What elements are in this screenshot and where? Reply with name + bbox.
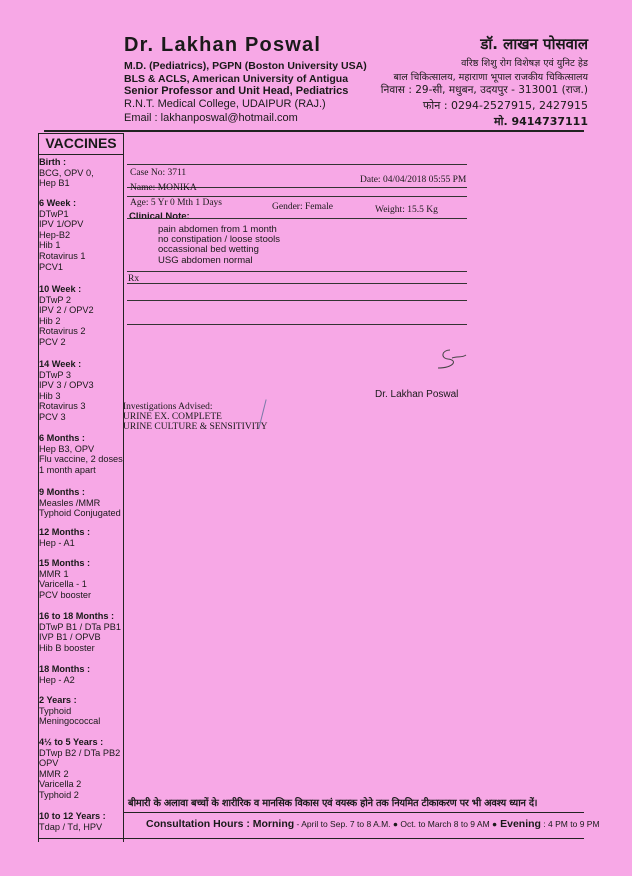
- vaccine-item: DTwP 2: [39, 294, 71, 305]
- case-top-rule: [127, 164, 467, 165]
- investigation-item: URINE CULTURE & SENSITIVITY: [123, 422, 268, 432]
- vaccine-group-6-months: [39, 433, 123, 475]
- vaccine-group-15-months: [39, 558, 91, 600]
- clinical-note-label: Clinical Note:: [129, 211, 190, 222]
- vaccine-item: Hib 1: [39, 240, 61, 251]
- footer-hindi-note: बीमारी के अलावा बच्चों के शारीरिक व मानसिक विकास एवं वयस्क होने तक नियमित टीकाकरण पर भी अवश्य ध्यान दें।: [128, 798, 538, 809]
- rx-rule: [127, 283, 467, 284]
- position: Senior Professor and Unit Head, Pediatrics: [124, 85, 349, 97]
- vaccine-age: 4½ to 5 Years :: [39, 737, 104, 747]
- vaccine-age: 12 Months :: [39, 527, 91, 537]
- clinical-note-line: no constipation / loose stools: [158, 234, 280, 246]
- vaccine-item: Meningococcal: [39, 716, 101, 727]
- vaccine-item: DTwP1: [39, 208, 69, 219]
- visit-date: Date: 04/04/2018 05:55 PM: [360, 175, 467, 185]
- clinical-note-line: pain abdomen from 1 month: [158, 224, 277, 235]
- vaccine-age: 2 Years :: [39, 695, 77, 705]
- certification: BLS & ACLS, American University of Antigua: [124, 73, 349, 85]
- vaccine-item: Measles /MMR: [39, 497, 101, 508]
- vaccine-item: Typhoid Conjugated: [39, 508, 121, 519]
- case-number: Case No: 3711: [130, 168, 187, 178]
- header-divider: [44, 130, 584, 132]
- vaccine-item: Rotavirus 2: [39, 326, 86, 337]
- vaccine-item: OPV: [39, 758, 59, 769]
- vaccine-item: Rotavirus 1: [39, 250, 86, 261]
- rx-section-rule-1: [127, 300, 467, 301]
- hindi-hospital: बाल चिकित्सालय, महाराणा भूपाल राजकीय चिकित्सालय: [393, 72, 588, 83]
- vaccine-group-10-week: [39, 284, 94, 348]
- evening-label: Evening: [500, 818, 541, 830]
- hindi-doctor-name: डॉ. लाखन पोसवाल: [480, 35, 588, 53]
- footer-divider: [124, 812, 584, 813]
- vaccines-title-box: [38, 133, 124, 155]
- hours-label: Consultation Hours :: [146, 818, 250, 830]
- clinical-note-line: occassional bed wetting: [158, 244, 259, 256]
- vaccine-age: 9 Months :: [39, 487, 85, 497]
- clinical-notes: [158, 225, 280, 266]
- vaccine-age: 10 to 12 Years :: [39, 811, 106, 821]
- vaccine-item: Rotavirus 3: [39, 401, 86, 412]
- rx-top-rule: [127, 271, 467, 272]
- patient-gender: Gender: Female: [272, 202, 333, 212]
- vaccine-item: Varicella 2: [39, 779, 82, 790]
- doctor-name: Dr. Lakhan Poswal: [124, 34, 322, 56]
- vaccines-title: VACCINES: [45, 135, 117, 151]
- vaccine-age: 16 to 18 Months :: [39, 611, 115, 621]
- rx-section-rule-2: [127, 324, 467, 325]
- name-rule: [127, 196, 467, 197]
- vaccine-item: IPV 3 / OPV3: [39, 380, 94, 391]
- vaccine-item: MMR 1: [39, 568, 69, 579]
- vaccine-group-2-years: [39, 695, 100, 727]
- hindi-address: निवास : 29-सी, मधुबन, उदयपुर - 313001 (राज.): [380, 84, 588, 96]
- vaccine-item: PCV 2: [39, 336, 66, 347]
- signature-name: Dr. Lakhan Poswal: [375, 389, 459, 400]
- vaccine-group-12-months: [39, 527, 90, 548]
- vaccine-group-14-week: [39, 359, 94, 423]
- signature-mark: [430, 346, 470, 370]
- vaccine-item: MMR 2: [39, 768, 69, 779]
- vaccine-age: 14 Week :: [39, 359, 82, 369]
- vaccine-item: PCV1: [39, 261, 64, 272]
- vaccine-item: Hep B3, OPV: [39, 443, 95, 454]
- vaccine-item: Hib 3: [39, 390, 61, 401]
- investigation-item: URINE EX. COMPLETE: [123, 412, 222, 422]
- vaccine-item: Hep - A2: [39, 674, 75, 685]
- vaccine-item: PCV 3: [39, 411, 66, 422]
- vaccine-group-9-months: [39, 487, 121, 519]
- vaccine-item: IPV 1/OPV: [39, 219, 84, 230]
- vaccine-item: PCV booster: [39, 589, 92, 600]
- morning-hours: - April to Sep. 7 to 8 A.M. ● Oct. to March 8 to 9 AM ●: [294, 819, 498, 829]
- patient-age: Age: 5 Yr 0 Mth 1 Days: [130, 198, 222, 208]
- vaccine-item: Hib 2: [39, 315, 61, 326]
- vaccine-item: Varicella - 1: [39, 579, 87, 590]
- vaccine-group-16-to-18-months: [39, 611, 121, 653]
- rx-label: Rx: [128, 274, 140, 284]
- institution: R.N.T. Medical College, UDAIPUR (RAJ.): [124, 98, 326, 110]
- vaccine-item: Hep-B2: [39, 229, 71, 240]
- vaccine-group-18-months: [39, 664, 90, 685]
- vaccine-group-4-5-to-5-years: [39, 737, 120, 801]
- vaccine-age: Birth :: [39, 157, 67, 167]
- vaccine-item: Flu vaccine, 2 doses: [39, 454, 123, 465]
- vaccine-age: 10 Week :: [39, 284, 82, 294]
- vaccine-item: 1 month apart: [39, 464, 96, 475]
- bottom-border: [38, 838, 584, 839]
- vaccine-group-10-to-12-years: [39, 811, 106, 832]
- investigations: [123, 402, 268, 432]
- vaccine-item: IVP B1 / OPVB: [39, 632, 101, 643]
- vaccine-item: Typhoid 2: [39, 789, 79, 800]
- vaccine-item: Typhoid: [39, 705, 72, 716]
- investigations-label: Investigations Advised:: [123, 402, 213, 412]
- vaccine-item: DTwP B1 / DTa PB1: [39, 621, 122, 632]
- vaccine-item: BCG, OPV 0,: [39, 167, 94, 178]
- vaccine-age: 6 Months :: [39, 433, 85, 443]
- hindi-mobile: मो. 9414737111: [494, 115, 588, 128]
- vaccine-item: IPV 2 / OPV2: [39, 305, 94, 316]
- patient-name: Name: MONIKA: [130, 183, 197, 193]
- clinical-note-line: USG abdomen normal: [158, 254, 253, 266]
- vaccine-age: 18 Months :: [39, 664, 91, 674]
- vaccine-age: 15 Months :: [39, 558, 91, 568]
- vaccine-item: DTwp B2 / DTa PB2: [39, 747, 121, 758]
- hindi-designation: वरिष्ठ शिशु रोग विशेषज्ञ एवं युनिट हेड: [461, 58, 588, 69]
- vaccine-age: 6 Week :: [39, 198, 77, 208]
- vaccine-item: Hep B1: [39, 178, 70, 189]
- qualification: M.D. (Pediatrics), PGPN (Boston University USA): [124, 60, 367, 72]
- evening-hours: : 4 PM to 9 PM: [540, 819, 600, 829]
- email: Email : lakhanposwal@hotmail.com: [124, 112, 298, 124]
- patient-weight: Weight: 15.5 Kg: [375, 205, 438, 215]
- hindi-phone: फोन : 0294-2527915, 2427915: [422, 99, 588, 112]
- vaccine-item: Hep - A1: [39, 537, 75, 548]
- consultation-hours: [146, 818, 600, 830]
- vaccine-group-birth: [39, 157, 94, 189]
- clinical-note-rule: [127, 218, 467, 219]
- vaccine-item: Hib B booster: [39, 642, 95, 653]
- vaccine-item: DTwP 3: [39, 369, 71, 380]
- vaccine-item: Tdap / Td, HPV: [39, 821, 103, 832]
- morning-label: Morning: [252, 818, 295, 830]
- vaccine-group-6-week: [39, 198, 85, 272]
